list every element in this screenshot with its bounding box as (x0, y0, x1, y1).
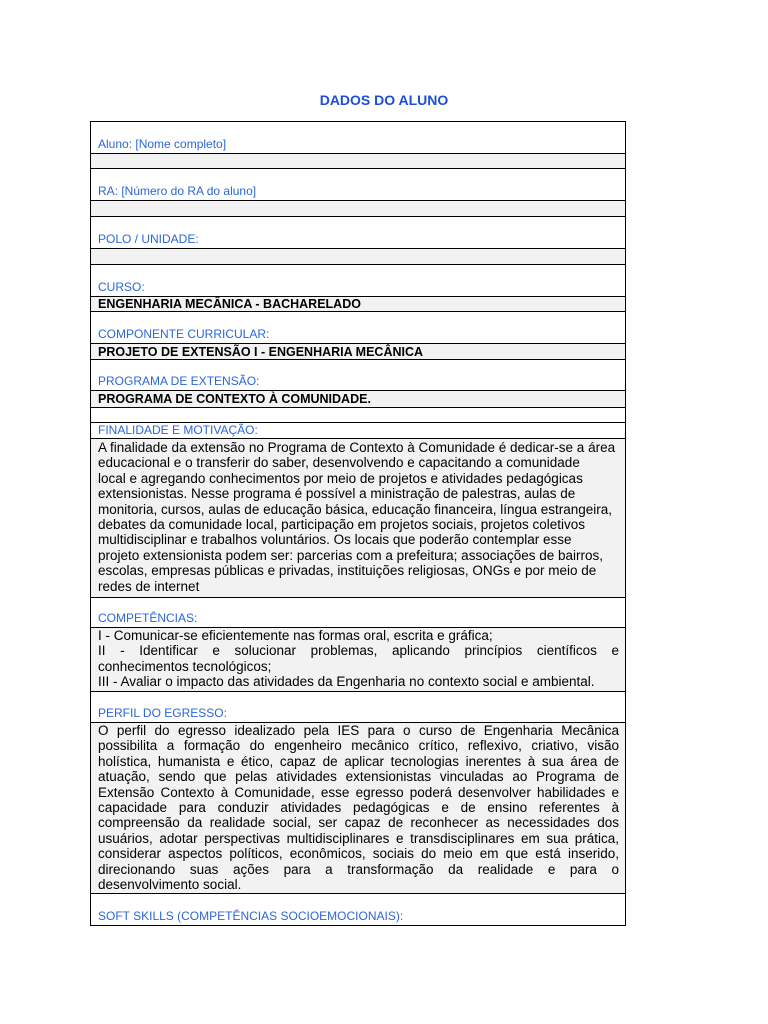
spacer-row (91, 408, 625, 423)
programa-value-cell (91, 391, 625, 408)
competencia-line: II - Identificar e solucionar problemas, aplicando princípios científicos e (98, 643, 619, 659)
competencias-text-cell (91, 628, 625, 692)
competencias-label: COMPETÊNCIAS: (98, 611, 198, 625)
ra-label-row (91, 169, 625, 201)
perfil-line: possibilita a formação do engenheiro mecânico crítico, reflexivo, criativo, visão (98, 738, 619, 754)
componente-label: COMPONENTE CURRICULAR: (98, 327, 270, 341)
polo-answer-cell (91, 249, 625, 265)
competencia-line: I - Comunicar-se eficientemente nas formas oral, escrita e gráfica; (98, 628, 493, 643)
aluno-label: Aluno: [Nome completo] (98, 137, 227, 151)
soft-skills-label-row (91, 894, 625, 925)
finalidade-line: projeto extensionista podem ser: parcerias com a prefeitura; associações de bairros, (98, 547, 604, 563)
finalidade-line: redes de internet (98, 578, 200, 594)
perfil-line: usuários, adotar perspectivas multidisciplinares e transdisciplinares em sua prática, (98, 830, 619, 846)
finalidade-label: FINALIDADE E MOTIVAÇÃO: (98, 423, 258, 437)
competencias-label-row (91, 598, 625, 628)
perfil-label-row (91, 692, 625, 723)
finalidade-line: multidisciplinar e trabalhos voluntários. Os locais que poderão contemplar esse (98, 532, 572, 548)
perfil-text-cell (91, 723, 625, 894)
ra-label: RA: [Número do RA do aluno] (98, 184, 257, 198)
componente-label-row (91, 312, 625, 344)
perfil-line: atuação, sendo que pelas atividades extensionistas vinculadas ao Programa de (98, 769, 619, 785)
finalidade-line: extensionistas. Nesse programa é possível a ministração de palestras, aulas de (98, 486, 576, 502)
student-data-table (90, 121, 626, 926)
aluno-label-row (91, 122, 625, 154)
polo-label: POLO / UNIDADE: (98, 232, 199, 246)
programa-label: PROGRAMA DE EXTENSÃO: (98, 374, 260, 388)
curso-value: ENGENHARIA MECÂNICA - BACHARELADO (98, 297, 361, 311)
perfil-line: Extensão Contexto à Comunidade, esse egresso poderá desenvolver habilidades e (98, 784, 619, 800)
competencia-line: conhecimentos tecnológicos; (98, 658, 272, 674)
perfil-line: desenvolvimento social. (98, 877, 242, 893)
componente-value-cell (91, 344, 625, 360)
curso-label-row (91, 265, 625, 297)
programa-label-row (91, 360, 625, 391)
page-title: DADOS DO ALUNO (319, 92, 449, 108)
finalidade-label-row (91, 423, 625, 439)
perfil-line: considerar aspectos políticos, econômicos, sociais do meio em que está inserido, (98, 846, 619, 862)
curso-label: CURSO: (98, 280, 145, 294)
competencia-line: III - Avaliar o impacto das atividades da Engenharia no contexto social e ambiental. (98, 674, 595, 690)
soft-skills-label: SOFT SKILLS (COMPETÊNCIAS SOCIOEMOCIONAIS): (98, 909, 404, 923)
finalidade-line: debates da comunidade local, participação em projetos sociais, projetos coletivos (98, 517, 586, 533)
ra-answer-cell (91, 201, 625, 217)
polo-label-row (91, 217, 625, 249)
finalidade-line: escolas, empresas públicas e privadas, instituições religiosas, ONGs e por meio de (98, 563, 597, 579)
finalidade-line: A finalidade da extensão no Programa de Contexto à Comunidade é dedicar-se a área (98, 440, 616, 455)
finalidade-text-cell (91, 439, 625, 598)
finalidade-line: educacional e o transferir do saber, desenvolvendo e capacitando a comunidade (98, 455, 580, 471)
perfil-line: holística, humanista e ético, capaz de aplicar tecnologias inerentes à sua área de (98, 753, 619, 769)
componente-value: PROJETO DE EXTENSÃO I - ENGENHARIA MECÂNICA (98, 344, 424, 359)
perfil-line: compreensão da realidade social, ser capaz de reconhecer as necessidades dos (98, 815, 619, 831)
curso-value-cell (91, 297, 625, 312)
perfil-line: capacidade para conduzir atividades pedagógicas e de ensino referentes à (98, 800, 619, 816)
perfil-label: PERFIL DO EGRESSO: (98, 706, 227, 720)
perfil-line: O perfil do egresso idealizado pela IES para o curso de Engenharia Mecânica (98, 723, 619, 738)
programa-value: PROGRAMA DE CONTEXTO À COMUNIDADE. (98, 392, 371, 406)
finalidade-line: local e agregando conhecimentos por meio de projetos e atividades pedagógicas (98, 470, 583, 486)
aluno-answer-cell (91, 154, 625, 169)
finalidade-line: monitoria, cursos, aulas de educação básica, educação financeira, língua estrangeira, (98, 501, 613, 517)
perfil-line: direcionando suas ações para a transformação da realidade e para o (98, 861, 619, 877)
